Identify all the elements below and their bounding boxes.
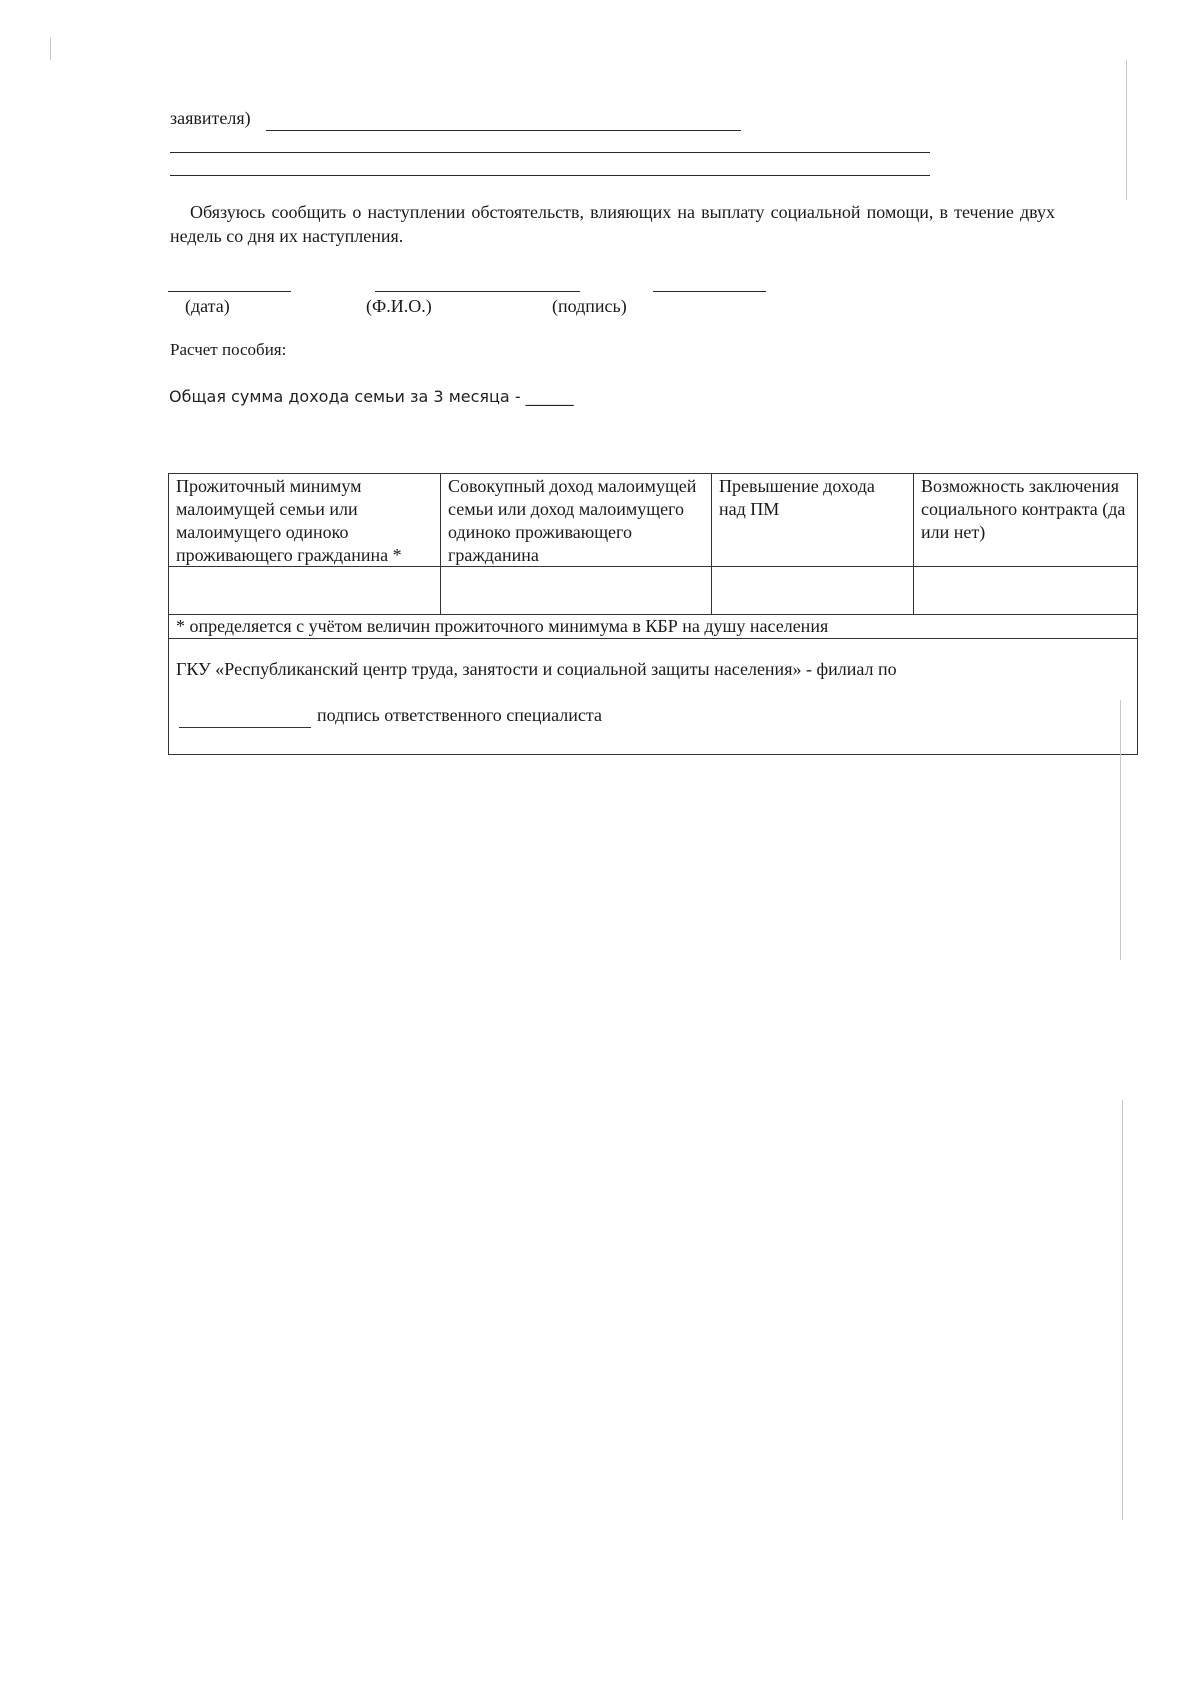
date-label: (дата) [185,296,230,316]
cell-income-excess[interactable] [712,567,914,614]
specialist-signature-line [179,727,311,728]
fill-line-3 [170,175,930,176]
cell-total-income[interactable] [441,567,712,614]
fill-line-2 [170,152,930,153]
cell-contract-possibility[interactable] [914,567,1137,614]
pledge-paragraph: Обязуюсь сообщить о наступлении обстоятельств, влияющих на выплату социальной помощи, в течение двух недель со дня их наступления. [170,202,1055,246]
calc-title: Расчет пособия: [170,340,287,359]
header-contract-possibility: Возможность заключения социального контракта (да или нет) [921,476,1126,542]
table-row [169,567,1137,615]
applicant-label: заявителя) [170,108,251,128]
cell-subsistence-minimum[interactable] [169,567,441,614]
date-line [168,291,291,292]
organization-block [169,639,1137,754]
table-header-row [169,474,1137,567]
scan-artifact [1126,60,1127,200]
fio-label: (Ф.И.О.) [366,296,432,316]
table-footnote: * определяется с учётом величин прожиточного минимума в КБР на душу населения [169,615,1137,639]
header-income-excess: Превышение дохода над ПМ [712,474,914,566]
scan-artifact [1122,1100,1123,1520]
income-sum-label: Общая сумма дохода семьи за 3 месяца - ______ [169,387,574,406]
header-total-income: Совокупный доход малоимущей семьи или доход малоимущего одиноко проживающего гражданина [441,474,712,566]
applicant-fill-line [266,130,741,131]
header-subsistence-minimum: Прожиточный минимум малоимущей семьи или малоимущего одиноко проживающего гражданина * [169,474,441,566]
signature-line [653,291,766,292]
benefit-table [168,473,1138,755]
specialist-signature-label: подпись ответственного специалиста [317,705,602,725]
fio-line [375,291,580,292]
signature-label: (подпись) [552,296,627,316]
scan-artifact [50,38,51,60]
scan-artifact [1120,700,1121,960]
organization-text: ГКУ «Республиканский центр труда, занятости и социальной защиты населения» - филиал по [176,659,897,679]
